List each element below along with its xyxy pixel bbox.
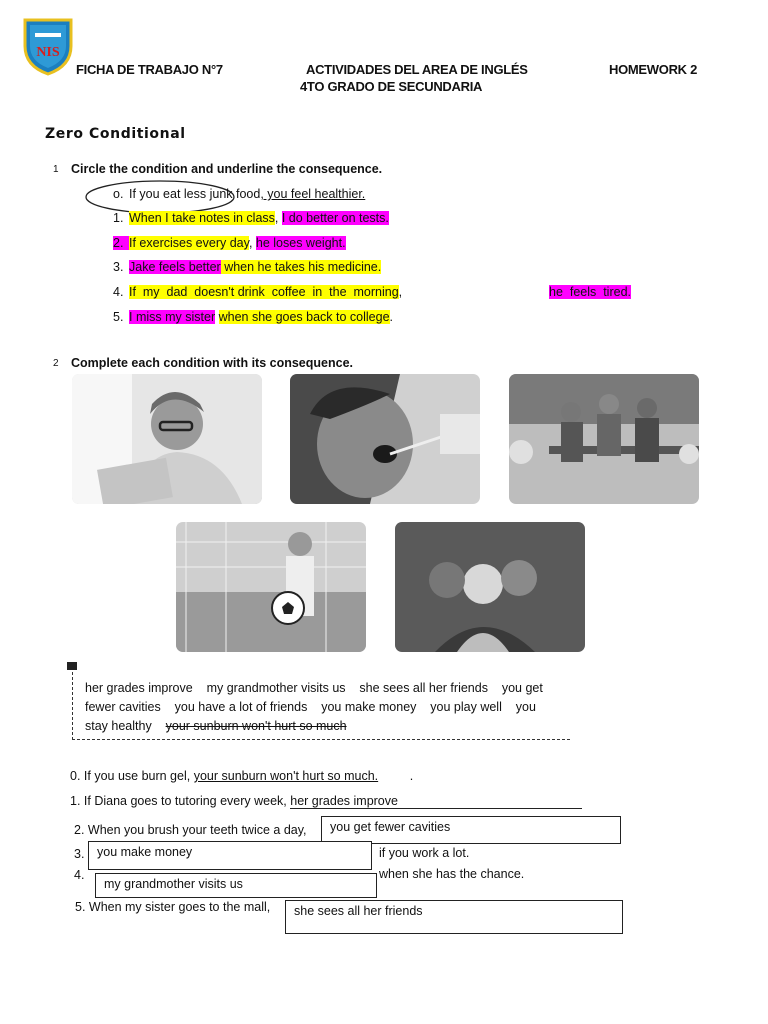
- answer-field-3[interactable]: you make money: [88, 841, 372, 870]
- q1-item-1: 1. When I take notes in class, I do better on tests.: [113, 211, 389, 225]
- q1-item-3: 3. Jake feels better when he takes his medicine.: [113, 260, 382, 274]
- question-number: 2: [53, 358, 59, 369]
- photo-grandmother-with-family: [395, 522, 585, 652]
- q1-item-5: 5. I miss my sister when she goes back to college.: [113, 310, 394, 324]
- answer-field-4[interactable]: my grandmother visits us: [95, 873, 377, 898]
- answer-field-1[interactable]: her grades improve: [290, 794, 582, 809]
- answer-field-5[interactable]: she sees all her friends: [285, 900, 623, 934]
- photo-girl-with-soccer-ball: [176, 522, 366, 652]
- homework-label: HOMEWORK 2: [609, 62, 698, 77]
- word-bank-line: fewer cavities you have a lot of friends you make money you play well you: [85, 700, 536, 714]
- sentence-1: 1. If Diana goes to tutoring every week, her grades improve: [70, 794, 582, 809]
- word-bank-marker: [67, 662, 77, 670]
- photo-man-studying: [72, 374, 262, 504]
- word-bank-border-left: [72, 672, 73, 740]
- svg-text:NIS: NIS: [36, 45, 60, 60]
- sentence-2: 2. When you brush your teeth twice a day,: [74, 823, 307, 837]
- word-bank-line: her grades improve my grandmother visits us she sees all her friends you get: [85, 681, 543, 695]
- example-sentence: o. If you eat less junk food, you feel healthier.: [113, 187, 366, 201]
- question-number: 1: [53, 164, 59, 175]
- q1-instruction: Circle the condition and underline the consequence.: [71, 162, 383, 176]
- photo-friends-on-bench: [509, 374, 699, 504]
- q1-item-2: 2. If exercises every day, he loses weight.: [113, 236, 346, 250]
- sentence-3-condition: if you work a lot.: [379, 846, 470, 860]
- page-title: Zero Conditional: [45, 126, 186, 142]
- sentence-0: 0. If you use burn gel, your sunburn won't hurt so much. .: [70, 769, 414, 783]
- subject-area: ACTIVIDADES DEL AREA DE INGLÉS: [306, 62, 528, 77]
- photo-dentist-visit: [290, 374, 480, 504]
- word-bank-used-phrase: your sunburn won't hurt so much: [165, 719, 347, 733]
- q2-instruction: Complete each condition with its consequence.: [71, 356, 353, 370]
- sentence-4-condition: when she has the chance.: [379, 867, 525, 881]
- worksheet-number: FICHA DE TRABAJO N°7: [76, 62, 223, 77]
- q1-item-4: 4. If my dad doesn't drink coffee in the morning, he feels tired.: [113, 285, 631, 299]
- sentence-3-number: 3.: [74, 847, 85, 861]
- school-logo: [21, 16, 75, 76]
- word-bank-line: stay healthy: [85, 719, 152, 733]
- word-bank-border-bottom: [72, 739, 570, 740]
- grade-level: 4TO GRADO DE SECUNDARIA: [300, 79, 483, 94]
- sentence-5: 5. When my sister goes to the mall,: [75, 900, 271, 914]
- answer-field-2[interactable]: you get fewer cavities: [321, 816, 621, 844]
- sentence-4-number: 4.: [74, 868, 85, 882]
- word-bank: [85, 679, 565, 736]
